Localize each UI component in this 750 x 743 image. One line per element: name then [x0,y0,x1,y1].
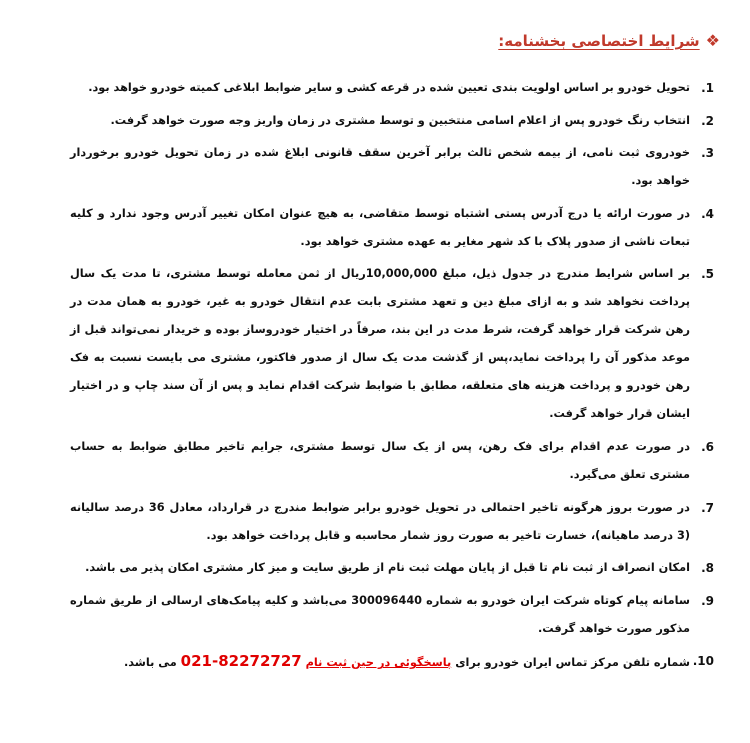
item-text-after: می باشد. [123,656,177,670]
list-item-10 [70,647,714,677]
item-text: امکان انصراف از ثبت نام تا قبل از پایان مهلت ثبت نام از طریق سایت و میز کار مشتری امکان پذیر می باشد. [85,561,690,575]
item-number: .4 [701,206,714,221]
list-item-1 [70,74,714,102]
item-number: .5 [701,267,714,282]
diamond-bullet-icon: ❖ [705,31,720,50]
item-number: .10 [692,654,714,669]
item-number: .8 [701,561,714,576]
item-text: سامانه پیام کوتاه شرکت ایران خودرو به شماره 300096440 می‌باشد و کلیه پیامک‌های ارسالی از طریق شماره مذکور صورت خواهد گرفت. [70,593,690,635]
list-item-5 [70,260,714,428]
item-text: بر اساس شرایط مندرج در جدول ذیل، مبلغ 10,000,000ریال از ثمن معامله توسط مشتری، تا مدت یک سال پرداخت نخواهد شد و به ازای مبلغ دین و تعهد مشتری بابت عدم انتقال خودرو به غیر، خودرو به همان مدت در رهن شرکت قرار خواهد گرفت، شرط مدت در این بند، صرفاً در اختیار خودروساز بوده و خریدار نمی‌تواند قبل از موعد مذکور آن را پرداخت نماید،پس از گذشت مدت یک سال از صدور فاکتور، مشتری می بایست نسبت به فک رهن خودرو و پرداخت هزینه های متعلقه، مطابق با ضوابط شرکت اقدام نماید و پس از آن سند چاپ و در اختیار ایشان قرار خواهد گرفت. [70,267,690,421]
registration-support-text: پاسخگوئی در حین ثبت نام [305,656,452,670]
list-item-6 [70,433,714,489]
conditions-list [70,74,714,682]
item-text: انتخاب رنگ خودرو پس از اعلام اسامی منتخبین و توسط مشتری در زمان واریز وجه صورت خواهد گرفت. [110,113,690,127]
item-text-before: شماره تلفن مرکز تماس ایران خودرو برای [455,656,690,670]
list-item-8 [70,554,714,582]
call-center-phone: 021-82272727 [180,652,302,671]
item-number: .7 [701,500,714,515]
list-item-3 [70,139,714,195]
list-item-9 [70,587,714,643]
item-text: در صورت بروز هرگونه تاخیر احتمالی در تحویل خودرو برابر ضوابط مندرج در قرارداد، معادل 36 درصد سالیانه (3 درصد ماهیانه)، خسارت تاخیر به صورت روز شمار محاسبه و قابل پرداخت خواهد بود. [70,500,690,542]
list-item-4 [70,200,714,256]
item-text: تحویل خودرو بر اساس اولویت بندی تعیین شده در قرعه کشی و سایر ضوابط ابلاغی کمیته خودرو خواهد بود. [88,81,690,94]
item-text: خودروی ثبت نامی، از بیمه شخص ثالث برابر آخرین سقف قانونی ابلاغ شده در زمان تحویل خودرو برخوردار خواهد بود. [70,146,690,188]
item-number: .6 [701,439,714,454]
section-title: شرایط اختصاصی بخشنامه: [498,32,700,50]
item-number: .2 [701,113,714,128]
section-title-row [498,32,720,50]
list-item-7 [70,494,714,550]
item-text: در صورت ارائه یا درج آدرس پستی اشتباه توسط متقاضی، به هیچ عنوان امکان تغییر آدرس وجود ندارد و کلیه تبعات ناشی از صدور پلاک با کد شهر مغایر به عهده مشتری خواهد بود. [70,206,690,248]
item-number: .1 [701,81,714,95]
item-text: در صورت عدم اقدام برای فک رهن، پس از یک سال توسط مشتری، جرایم تاخیر مطابق ضوابط به حساب مشتری تعلق می‌گیرد. [70,439,690,481]
item-number: .9 [701,593,714,608]
list-item-2 [70,107,714,135]
item-number: .3 [701,146,714,161]
